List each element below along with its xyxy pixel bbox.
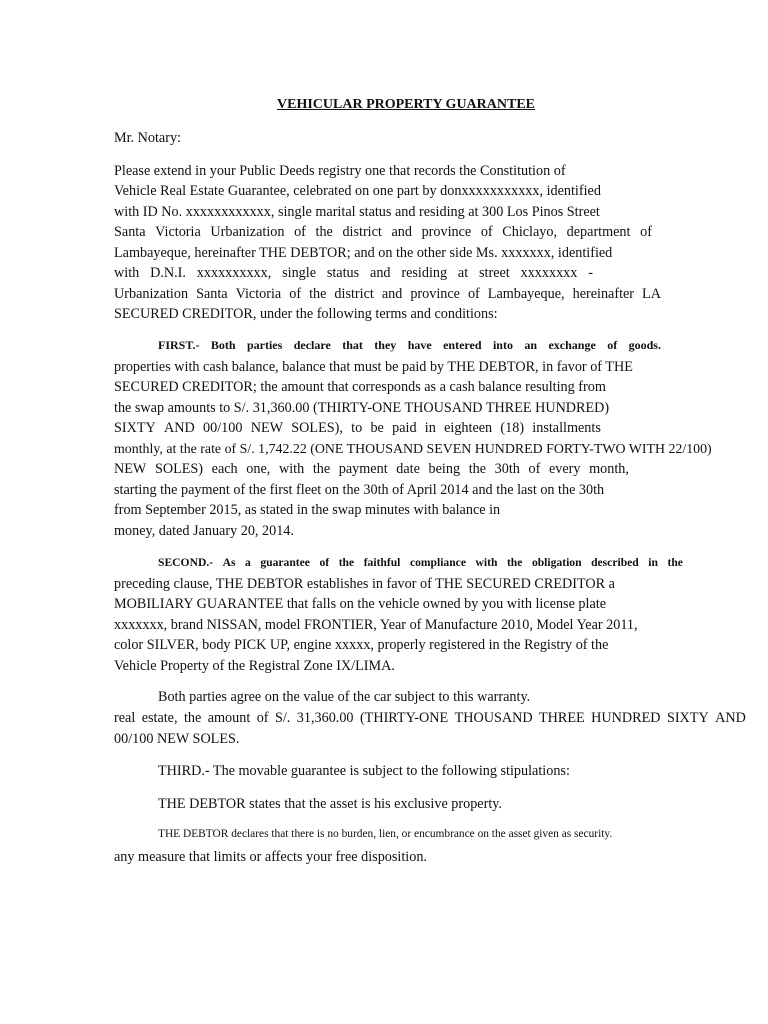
word: with <box>114 265 140 281</box>
debtor-declares-line: THE DEBTOR declares that there is no burden, lien, or encumbrance on the asset given as security. <box>158 828 613 840</box>
word: Victoria <box>155 224 201 240</box>
word: estate, <box>141 710 178 726</box>
word: district <box>334 286 374 302</box>
word: in <box>648 556 658 569</box>
word: Chiclayo, <box>502 224 558 240</box>
word: S/. <box>274 710 291 726</box>
word: of <box>607 338 618 352</box>
word: province <box>410 286 460 302</box>
word: Urbanization <box>114 286 189 302</box>
word: faithful <box>363 556 401 569</box>
second-clause-line: color SILVER, body PICK UP, engine xxxxx, properly registered in the Registry of the <box>114 637 609 653</box>
word: of <box>256 710 269 726</box>
debtor-states-line: THE DEBTOR states that the asset is his exclusive property. <box>158 796 502 812</box>
word: paid <box>392 420 417 436</box>
word: street <box>479 265 510 281</box>
word: of <box>467 286 480 302</box>
word: described <box>591 556 639 569</box>
first-clause-line: from September 2015, as stated in the swap minutes with balance in <box>114 502 501 518</box>
intro-line: Vehicle Real Estate Guarantee, celebrated on one part by donxxxxxxxxxxx, identified <box>114 183 601 199</box>
word: the <box>312 461 331 477</box>
second-clause-line: xxxxxxx, brand NISSAN, model FRONTIER, Year of Manufacture 2010, Model Year 2011, <box>114 617 638 633</box>
word: province <box>421 224 472 240</box>
word: date <box>396 461 420 477</box>
word: single <box>282 265 316 281</box>
word: the <box>183 710 202 726</box>
word: 31,360.00 <box>296 710 354 726</box>
first-clause-heading <box>158 337 661 354</box>
word: Victoria <box>235 286 282 302</box>
word: being <box>428 461 461 477</box>
word: hereinafter <box>572 286 635 302</box>
word: and <box>391 224 412 240</box>
word: AND <box>715 710 746 726</box>
word: an <box>524 338 538 352</box>
word: the <box>315 224 333 240</box>
word: As <box>222 556 236 569</box>
word: of <box>294 224 306 240</box>
word: month, <box>589 461 629 477</box>
word: a <box>245 556 251 569</box>
word: declare <box>293 338 331 352</box>
second-clause-line: MOBILIARY GUARANTEE that falls on the vehicle owned by you with license plate <box>114 596 606 612</box>
word: eighteen <box>444 420 493 436</box>
first-clause-line: the swap amounts to S/. 31,360.00 (THIRTY-ONE THOUSAND THREE HUNDRED) <box>114 400 610 416</box>
word: compliance <box>409 556 466 569</box>
word: obligation <box>531 556 582 569</box>
first-clause-line <box>114 420 601 437</box>
word: Urbanization <box>210 224 285 240</box>
word: residing <box>401 265 448 281</box>
intro-line: Lambayeque, hereinafter THE DEBTOR; and on the other side Ms. xxxxxxx, identified <box>114 245 613 261</box>
value-line <box>114 710 746 727</box>
word: 30th <box>494 461 520 477</box>
word: SECOND.- <box>158 556 214 569</box>
word: SOLES), <box>291 420 343 436</box>
word: that <box>342 338 363 352</box>
word: with <box>475 556 498 569</box>
word: have <box>407 338 432 352</box>
word: HUNDRED <box>591 710 661 726</box>
intro-line <box>114 265 593 282</box>
word: and <box>370 265 391 281</box>
value-line: 00/100 NEW SOLES. <box>114 731 240 747</box>
word: status <box>326 265 360 281</box>
second-clause-line: preceding clause, THE DEBTOR establishes in favor of THE SECURED CREDITOR a <box>114 576 615 592</box>
word: the <box>468 461 487 477</box>
intro-line: Please extend in your Public Deeds registry one that records the Constitution of <box>114 163 566 179</box>
second-clause-heading <box>158 554 683 571</box>
word: of <box>480 224 493 240</box>
word: and <box>381 286 403 302</box>
word: the <box>309 286 327 302</box>
word: real <box>114 710 136 726</box>
word: amount <box>207 710 251 726</box>
word: each <box>211 461 238 477</box>
word: (18) <box>500 420 525 436</box>
second-clause-line: Vehicle Property of the Registral Zone IX/LIMA. <box>114 658 395 674</box>
word: AND <box>164 420 195 436</box>
word: the <box>667 556 683 569</box>
word: district <box>342 224 382 240</box>
word: Both <box>210 338 236 352</box>
intro-line: SECURED CREDITOR, under the following terms and conditions: <box>114 306 498 322</box>
word: every <box>548 461 581 477</box>
first-clause-line: monthly, at the rate of S/. 1,742.22 (ONE THOUSAND SEVEN HUNDRED FORTY-TWO WITH 22/100) <box>114 442 712 457</box>
word: of <box>289 286 302 302</box>
word: goods. <box>628 338 661 352</box>
word: the <box>338 556 355 569</box>
word: be <box>370 420 384 436</box>
word: NEW <box>114 461 147 477</box>
word: guarantee <box>260 556 310 569</box>
word: SIXTY <box>114 420 156 436</box>
word: they <box>374 338 397 352</box>
word: Santa <box>196 286 228 302</box>
word: 00/100 <box>203 420 243 436</box>
word: installments <box>532 420 601 436</box>
salutation: Mr. Notary: <box>114 130 181 146</box>
word: NEW <box>250 420 284 436</box>
first-clause-line: properties with cash balance, balance that must be paid by THE DEBTOR, in favor of THE <box>114 359 633 375</box>
first-clause-line: starting the payment of the first fleet on the 30th of April 2014 and the last on the 30th <box>114 482 605 498</box>
word: Lambayeque, <box>487 286 565 302</box>
word: into <box>492 338 513 352</box>
intro-line <box>114 286 661 303</box>
word: SIXTY <box>666 710 709 726</box>
value-line: Both parties agree on the value of the car subject to this warranty. <box>158 689 531 705</box>
word: xxxxxxxxxx, <box>196 265 272 281</box>
word: of <box>640 224 652 240</box>
third-clause-heading: THIRD.- The movable guarantee is subject to the following stipulations: <box>158 763 570 779</box>
word: department <box>566 224 631 240</box>
intro-line: with ID No. xxxxxxxxxxxx, single marital status and residing at 300 Los Pinos Street <box>114 204 600 220</box>
word: at <box>457 265 469 281</box>
intro-line <box>114 224 652 241</box>
word: (THIRTY-ONE <box>359 710 449 726</box>
word: payment <box>338 461 388 477</box>
word: D.N.I. <box>150 265 186 281</box>
word: entered <box>443 338 482 352</box>
word: of <box>319 556 330 569</box>
word: xxxxxxxx <box>520 265 578 281</box>
word: THOUSAND <box>454 710 533 726</box>
word: FIRST.- <box>158 338 200 352</box>
first-clause-line: SECURED CREDITOR; the amount that corresponds as a cash balance resulting from <box>114 379 606 395</box>
word: SOLES) <box>154 461 204 477</box>
word: LA <box>642 286 661 302</box>
document-title: VEHICULAR PROPERTY GUARANTEE <box>277 97 536 112</box>
word: - <box>588 265 593 281</box>
first-clause-line <box>114 461 629 478</box>
word: Santa <box>114 224 146 240</box>
word: exchange <box>548 338 596 352</box>
word: with <box>278 461 305 477</box>
word: the <box>506 556 523 569</box>
word: THREE <box>539 710 585 726</box>
word: in <box>424 420 436 436</box>
word: one, <box>246 461 271 477</box>
word: to <box>351 420 363 436</box>
word: parties <box>246 338 283 352</box>
free-disposition-line: any measure that limits or affects your free disposition. <box>114 849 427 865</box>
first-clause-line: money, dated January 20, 2014. <box>114 523 294 539</box>
word: of <box>528 461 541 477</box>
